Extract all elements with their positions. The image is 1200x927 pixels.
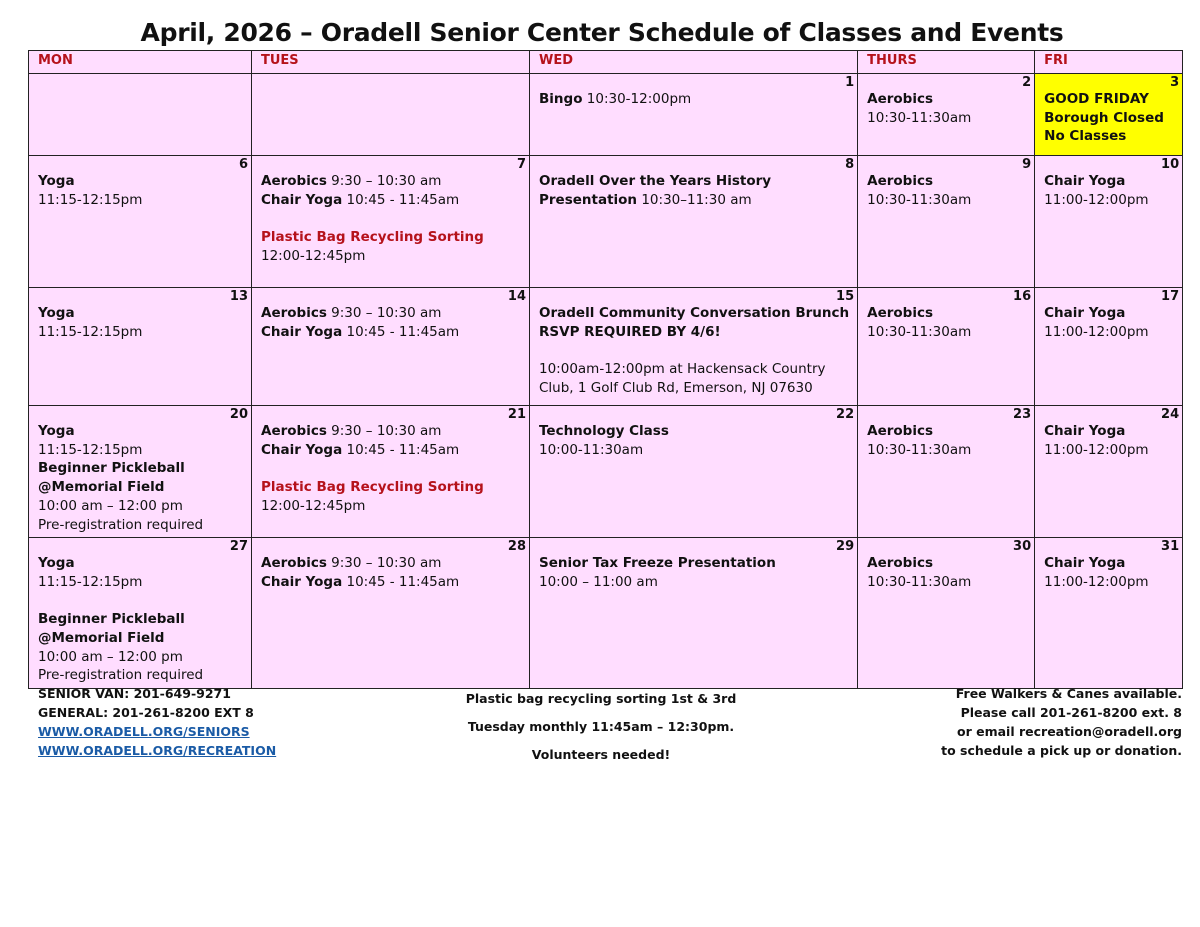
day-number: 9 xyxy=(1022,157,1032,172)
day-cell xyxy=(252,156,530,288)
event-name: Oradell Community Conversation Brunch xyxy=(539,305,850,321)
event-name: Aerobics xyxy=(867,305,934,321)
page-title: April, 2026 – Oradell Senior Center Schedule of Classes and Events xyxy=(140,18,1064,47)
weekday-header-thurs: THURS xyxy=(858,51,1035,74)
event-name: Aerobics xyxy=(867,423,934,439)
event-time: 11:00-12:00pm xyxy=(1044,323,1149,340)
day-number: 1 xyxy=(845,75,855,90)
day-cell xyxy=(1035,538,1183,689)
walkers-note-line2: Please call 201-261-8200 ext. 8 xyxy=(960,705,1182,720)
day-number: 8 xyxy=(845,157,855,172)
day-number: 30 xyxy=(1013,539,1032,554)
event-time: 12:00-12:45pm xyxy=(261,247,366,264)
event-time: 10:45 - 11:45am xyxy=(346,191,460,208)
walkers-note-line3: or email recreation@oradell.org xyxy=(957,724,1182,739)
day-cell xyxy=(29,288,252,406)
day-number: 23 xyxy=(1013,407,1032,422)
event-time: 10:30-11:30am xyxy=(867,441,972,458)
event-name: Chair Yoga xyxy=(261,441,343,458)
event-detail: 10:00 am – 12:00 pm xyxy=(38,648,183,665)
event-time: 11:00-12:00pm xyxy=(1044,573,1149,590)
recycling-note-line2: Tuesday monthly 11:45am – 12:30pm. xyxy=(467,719,735,734)
event-name: Oradell Over the Years History xyxy=(539,173,772,189)
event-time: 11:15-12:15pm xyxy=(38,441,143,458)
event-name: @Memorial Field xyxy=(38,629,165,646)
event-time: 11:00-12:00pm xyxy=(1044,191,1149,208)
day-number: 16 xyxy=(1013,289,1032,304)
weekday-header-fri: FRI xyxy=(1035,51,1183,74)
day-cell xyxy=(29,538,252,689)
week-row xyxy=(29,288,1183,406)
day-number: 29 xyxy=(836,539,855,554)
day-cell xyxy=(530,156,858,288)
day-cell xyxy=(1035,74,1183,156)
event-name: Chair Yoga xyxy=(1044,555,1126,571)
recreation-link[interactable]: WWW.ORADELL.ORG/RECREATION xyxy=(38,743,277,758)
event-time: 11:15-12:15pm xyxy=(38,191,143,208)
day-cell xyxy=(1035,288,1183,406)
event-name: Aerobics xyxy=(261,173,327,189)
day-cell xyxy=(858,74,1035,156)
weekday-header-mon: MON xyxy=(29,51,252,74)
footer-walkers-note xyxy=(941,684,1182,760)
week-row xyxy=(29,156,1183,288)
event-name: Yoga xyxy=(38,423,75,439)
week-row xyxy=(29,538,1183,689)
event-time: 10:45 - 11:45am xyxy=(346,573,460,590)
event-time: 10:30-11:30am xyxy=(867,109,972,126)
event-name: Technology Class xyxy=(539,423,669,439)
day-cell xyxy=(858,156,1035,288)
event-name: Chair Yoga xyxy=(1044,305,1126,321)
footer-recycling-note xyxy=(440,685,762,769)
day-cell xyxy=(530,406,858,538)
event-name: Aerobics xyxy=(261,423,327,439)
event-name: Presentation xyxy=(539,191,638,208)
event-time: 11:15-12:15pm xyxy=(38,323,143,340)
event-name: Plastic Bag Recycling Sorting xyxy=(261,229,484,246)
day-number: 21 xyxy=(507,407,526,422)
event-time: 10:30-11:30am xyxy=(867,573,972,590)
day-cell xyxy=(530,288,858,406)
day-number: 22 xyxy=(836,407,855,422)
event-time: 9:30 – 10:30 am xyxy=(331,173,442,189)
holiday-text: Borough Closed xyxy=(1044,109,1164,126)
event-name: Chair Yoga xyxy=(261,323,343,340)
day-number: 6 xyxy=(238,157,248,172)
day-number: 3 xyxy=(1170,75,1180,90)
event-time: 10:30–11:30 am xyxy=(641,191,752,208)
event-name: Senior Tax Freeze Presentation xyxy=(539,555,776,571)
senior-van-phone: SENIOR VAN: 201-649-9271 xyxy=(38,686,231,701)
recycling-note-line3: Volunteers needed! xyxy=(531,747,671,762)
event-time: 10:45 - 11:45am xyxy=(346,323,460,340)
day-cell xyxy=(252,74,530,156)
day-number: 27 xyxy=(229,539,248,554)
day-number: 2 xyxy=(1022,75,1032,90)
event-time: 10:45 - 11:45am xyxy=(346,441,460,458)
day-number: 13 xyxy=(229,289,248,304)
event-time: 9:30 – 10:30 am xyxy=(331,555,442,571)
event-time: 10:30-12:00pm xyxy=(586,91,692,107)
weekday-header-wed: WED xyxy=(530,51,858,74)
week-row xyxy=(29,74,1183,156)
day-number: 17 xyxy=(1161,289,1180,304)
event-name: Plastic Bag Recycling Sorting xyxy=(261,479,484,496)
event-name: Yoga xyxy=(38,173,75,189)
day-number: 15 xyxy=(836,289,855,304)
event-name: RSVP REQUIRED BY 4/6! xyxy=(539,323,721,340)
weekday-header-tues: TUES xyxy=(252,51,530,74)
recycling-note-line1: Plastic bag recycling sorting 1st & 3rd xyxy=(465,691,737,706)
day-cell xyxy=(1035,406,1183,538)
day-number: 28 xyxy=(507,539,526,554)
day-cell xyxy=(1035,156,1183,288)
day-cell xyxy=(252,406,530,538)
event-name: Bingo xyxy=(539,91,583,107)
event-time: 10:30-11:30am xyxy=(867,323,972,340)
event-name: Beginner Pickleball xyxy=(38,611,185,628)
footer-contacts xyxy=(38,684,276,760)
day-cell xyxy=(29,74,252,156)
day-cell xyxy=(252,538,530,689)
holiday-text: GOOD FRIDAY xyxy=(1044,91,1149,107)
weekday-header-row xyxy=(29,51,1183,74)
day-number: 31 xyxy=(1161,539,1180,554)
day-number: 7 xyxy=(516,157,526,172)
day-number: 10 xyxy=(1161,157,1180,172)
day-number: 24 xyxy=(1161,407,1180,422)
event-time: 10:00-11:30am xyxy=(539,441,644,458)
event-name: Chair Yoga xyxy=(261,191,343,208)
general-phone: GENERAL: 201-261-8200 EXT 8 xyxy=(38,705,254,720)
event-time: 10:30-11:30am xyxy=(867,191,972,208)
day-number: 14 xyxy=(507,289,526,304)
week-row xyxy=(29,406,1183,538)
event-detail: Club, 1 Golf Club Rd, Emerson, NJ 07630 xyxy=(539,379,813,396)
day-cell xyxy=(858,406,1035,538)
event-name: Chair Yoga xyxy=(1044,173,1126,189)
walkers-note-line1: Free Walkers & Canes available. xyxy=(955,686,1182,701)
event-name: Chair Yoga xyxy=(261,573,343,590)
event-name: Aerobics xyxy=(261,555,327,571)
event-time: 11:00-12:00pm xyxy=(1044,441,1149,458)
event-detail: 10:00 am – 12:00 pm xyxy=(38,497,183,514)
event-time: 12:00-12:45pm xyxy=(261,497,366,514)
event-name: Aerobics xyxy=(867,555,934,571)
event-name: Chair Yoga xyxy=(1044,423,1126,439)
event-time: 9:30 – 10:30 am xyxy=(331,305,442,321)
event-detail: 10:00am-12:00pm at Hackensack Country xyxy=(539,361,826,378)
event-name: Aerobics xyxy=(867,91,934,107)
day-cell xyxy=(530,74,858,156)
day-cell xyxy=(858,538,1035,689)
event-detail: Pre-registration required xyxy=(38,667,204,684)
day-number: 20 xyxy=(229,407,248,422)
event-name: Aerobics xyxy=(867,173,934,189)
seniors-link[interactable]: WWW.ORADELL.ORG/SENIORS xyxy=(38,724,250,739)
day-cell xyxy=(530,538,858,689)
event-name: @Memorial Field xyxy=(38,479,165,496)
calendar-grid xyxy=(28,50,1183,689)
event-detail: Pre-registration required xyxy=(38,516,204,533)
event-time: 9:30 – 10:30 am xyxy=(331,423,442,439)
walkers-note-line4: to schedule a pick up or donation. xyxy=(941,743,1182,758)
event-time: 11:15-12:15pm xyxy=(38,573,143,590)
event-name: Aerobics xyxy=(261,305,327,321)
day-cell xyxy=(858,288,1035,406)
holiday-text: No Classes xyxy=(1044,128,1127,145)
day-cell xyxy=(29,406,252,538)
day-cell xyxy=(252,288,530,406)
event-name: Yoga xyxy=(38,555,75,571)
event-name: Beginner Pickleball xyxy=(38,460,185,477)
day-cell xyxy=(29,156,252,288)
event-time: 10:00 – 11:00 am xyxy=(539,573,658,590)
event-name: Yoga xyxy=(38,305,75,321)
